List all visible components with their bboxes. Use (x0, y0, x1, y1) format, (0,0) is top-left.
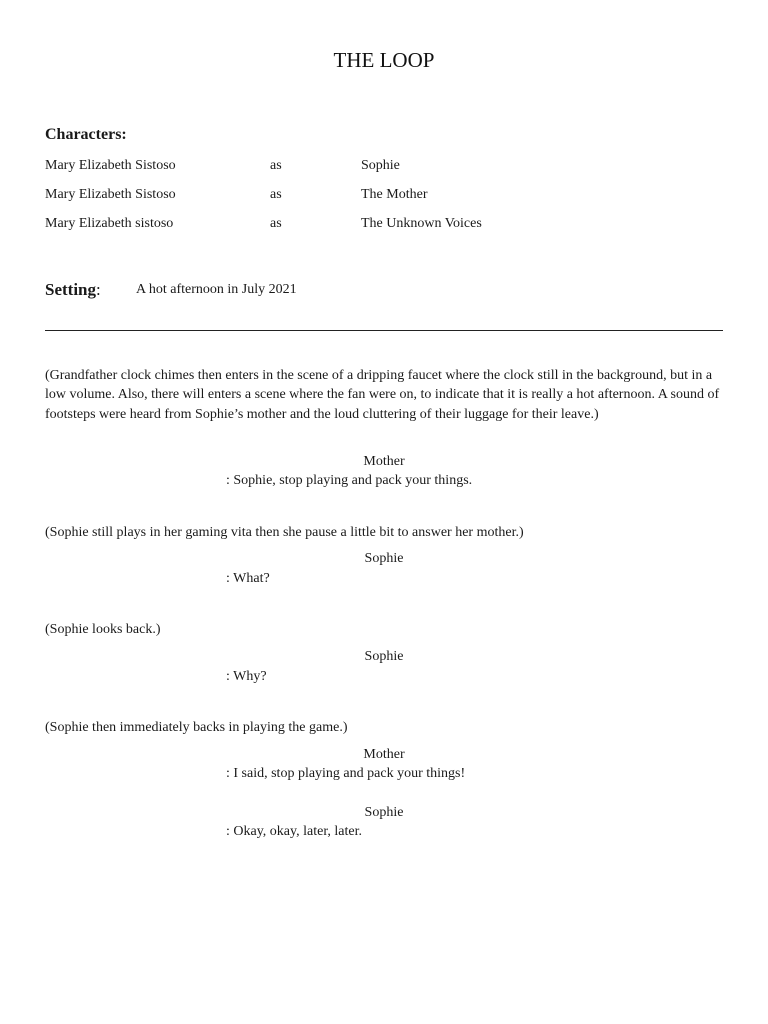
characters-heading: Characters: (45, 126, 127, 143)
character-as: as (270, 187, 282, 202)
speaker-name: Sophie (364, 805, 404, 820)
dialogue-line: : What? (226, 571, 270, 586)
horizontal-rule (45, 330, 723, 331)
dialogue-line: : I said, stop playing and pack your things! (226, 766, 466, 781)
speaker-name: Mother (363, 454, 405, 469)
character-role: The Mother (361, 187, 428, 202)
dialogue-line: : Sophie, stop playing and pack your things. (226, 473, 473, 488)
character-actor: Mary Elizabeth sistoso (45, 216, 174, 231)
setting-value: A hot afternoon in July 2021 (136, 282, 297, 297)
setting-label (45, 280, 101, 300)
character-role: The Unknown Voices (361, 216, 482, 231)
setting-colon: : (96, 280, 101, 299)
character-role: Sophie (361, 158, 400, 173)
character-as: as (270, 216, 282, 231)
speaker-name: Sophie (364, 551, 404, 566)
character-actor: Mary Elizabeth Sistoso (45, 187, 176, 202)
speaker-name: Mother (363, 747, 405, 762)
setting-label-text: Setting (45, 280, 96, 299)
dialogue-line: : Why? (226, 669, 267, 684)
character-as: as (270, 158, 282, 173)
character-actor: Mary Elizabeth Sistoso (45, 158, 176, 173)
document-title: THE LOOP (333, 48, 435, 72)
stage-direction: (Sophie still plays in her gaming vita then she pause a little bit to answer her mother.) (45, 525, 524, 540)
dialogue-line: : Okay, okay, later, later. (226, 824, 363, 839)
speaker-name: Sophie (364, 649, 404, 664)
stage-direction: (Sophie then immediately backs in playing the game.) (45, 720, 348, 735)
stage-direction: (Sophie looks back.) (45, 622, 161, 637)
stage-direction: (Grandfather clock chimes then enters in the scene of a dripping faucet where the clock still in the background, but in a low volume. Also, there will enters a scene where the fan were on, to indicate that it is really a hot afternoon. A sound of footsteps were heard from Sophie’s mother and the loud cluttering of their luggage for their leave.) (45, 368, 720, 422)
